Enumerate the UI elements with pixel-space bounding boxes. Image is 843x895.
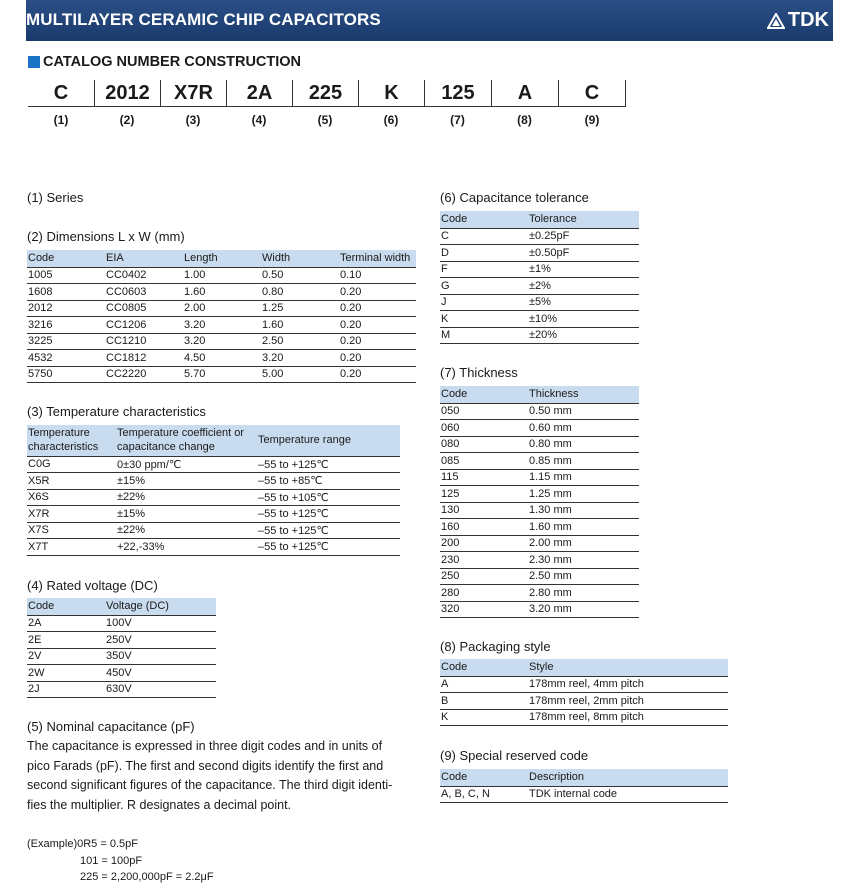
table-cell: X7R [27,506,116,523]
table-row [27,522,400,539]
table-cell: 3.20 mm [528,601,639,618]
table-cell: CC2220 [105,366,183,383]
description-line: pico Farads (pF). The first and second digits identify the first and [27,758,384,773]
table-header-row [440,211,639,228]
code-segment: 2012 [94,80,160,107]
table-row [27,489,400,506]
code-segment: K [358,80,424,107]
table-row [27,456,400,473]
table-row [27,648,216,665]
table-row [440,585,639,602]
table-cell: 100V [105,615,216,632]
temperature-title: (3) Temperature characteristics [27,404,206,419]
table-cell: CC0603 [105,284,183,301]
table-cell: 0.10 [339,267,416,284]
column-header: Temperature range [257,425,400,456]
table-cell: 115 [440,469,528,486]
table-cell: 0.20 [339,333,416,350]
voltage-table [27,598,216,698]
reserved-table [440,769,728,803]
table-cell: X5R [27,473,116,490]
table-row [27,615,216,632]
code-row [28,80,626,107]
table-cell: ±2% [528,278,639,295]
table-cell: 3216 [27,317,105,334]
table-cell: 178mm reel, 8mm pitch [528,709,728,726]
table-cell: CC1206 [105,317,183,334]
table-cell: 2V [27,648,105,665]
table-cell: 050 [440,403,528,420]
dimensions-title: (2) Dimensions L x W (mm) [27,229,185,244]
tolerance-title: (6) Capacitance tolerance [440,190,589,205]
code-index: (6) [383,113,399,127]
table-cell: 1.00 [183,267,261,284]
packaging-table [440,659,728,726]
table-cell: 130 [440,502,528,519]
table-cell: –55 to +125℃ [257,456,400,473]
table-cell: 2.00 mm [528,535,639,552]
table-cell: ±20% [528,327,639,344]
table-row [440,436,639,453]
temperature-table [27,425,400,556]
table-cell: 5.70 [183,366,261,383]
page-title: MULTILAYER CERAMIC CHIP CAPACITORS [26,10,381,29]
table-cell: 0.60 mm [528,420,639,437]
example-line: (Example)0R5 = 0.5pF [27,838,138,850]
capacitance-description [27,737,422,815]
column-header: Thickness [528,386,639,403]
table-cell: X7T [27,539,116,556]
table-cell: C [440,228,528,245]
table-cell: 125 [440,486,528,503]
table-row [440,228,639,245]
code-segment: C [53,82,69,104]
table-row [27,473,400,490]
code-index: (8) [517,113,532,127]
table-cell: 2.80 mm [528,585,639,602]
description-line: fies the multiplier. R designates a decimal point. [27,797,292,812]
table-cell: 230 [440,552,528,569]
code-segment: X7R [160,80,226,107]
column-header: Temperature coefficient or capacitance change [116,425,257,456]
table-cell: 0.20 [339,350,416,367]
catalog-number-construction [28,80,626,127]
table-cell: 085 [440,453,528,470]
table-cell: 5750 [27,366,105,383]
column-header: Code [440,659,528,676]
table-row [440,519,639,536]
table-cell: 0.20 [339,366,416,383]
table-cell: 160 [440,519,528,536]
code-index: (5) [317,113,333,127]
table-cell: 1.60 [183,284,261,301]
tolerance-table [440,211,639,344]
code-segment: C [558,80,626,107]
table-cell: 0.80 mm [528,436,639,453]
table-cell: 1.25 mm [528,486,639,503]
table-cell: –55 to +105℃ [257,489,400,506]
table-row [440,568,639,585]
capacitance-examples [27,836,214,886]
table-cell: ±5% [528,294,639,311]
table-header-row [440,386,639,403]
table-row [440,601,639,618]
table-row [27,632,216,649]
table-cell: –55 to +125℃ [257,522,400,539]
table-cell: 3225 [27,333,105,350]
table-cell: 0.50 mm [528,403,639,420]
table-row [440,294,639,311]
table-cell: 320 [440,601,528,618]
table-header-row [440,769,728,786]
table-cell: D [440,245,528,262]
table-cell: ±0.50pF [528,245,639,262]
table-cell: 0±30 ppm/℃ [116,456,257,473]
reserved-title: (9) Special reserved code [440,748,589,763]
column-header: Description [528,769,728,786]
table-header-row [27,250,416,267]
table-cell: 178mm reel, 2mm pitch [528,693,728,710]
packaging-title: (8) Packaging style [440,639,551,654]
table-row [27,506,400,523]
code-index: (2) [119,113,135,127]
code-index: (7) [450,113,465,127]
table-row [27,300,416,317]
table-row [440,552,639,569]
table-cell: K [440,709,528,726]
table-cell: X6S [27,489,116,506]
table-cell: ±10% [528,311,639,328]
table-row [440,403,639,420]
example-line: 101 = 100pF [80,854,143,867]
table-cell: 2J [27,681,105,698]
table-cell: 0.50 [261,267,339,284]
table-cell: 2012 [27,300,105,317]
capacitance-title: (5) Nominal capacitance (pF) [27,719,195,734]
table-row [27,681,216,698]
table-row [440,311,639,328]
table-cell: A, B, C, N [440,786,528,803]
code-segment: A [491,80,558,107]
table-cell: 1.30 mm [528,502,639,519]
table-cell: –55 to +125℃ [257,539,400,556]
section-heading [28,54,301,70]
table-cell: 178mm reel, 4mm pitch [528,676,728,693]
column-header: Code [27,598,105,615]
table-row [27,333,416,350]
section-marker-icon [28,56,40,68]
thickness-title: (7) Thickness [440,365,518,380]
thickness-table [440,386,639,618]
table-cell: 1.15 mm [528,469,639,486]
table-row [27,539,400,556]
description-line: second significant figures of the capacitance. The third digit identi- [27,778,393,792]
table-cell: CC1812 [105,350,183,367]
table-row [27,267,416,284]
table-cell: 0.20 [339,300,416,317]
table-cell: ±1% [528,261,639,278]
table-row [440,486,639,503]
table-row [440,453,639,470]
table-cell: 3.20 [183,317,261,334]
description-line: The capacitance is expressed in three digit codes and in units of [27,739,383,753]
code-index: (4) [251,113,267,127]
table-row [440,278,639,295]
table-cell: 1.60 mm [528,519,639,536]
table-cell: ±22% [116,489,257,506]
column-header: Temperature characteristics [27,425,116,456]
column-header: Code [440,769,528,786]
table-row [440,245,639,262]
table-cell: 280 [440,585,528,602]
table-cell: 350V [105,648,216,665]
table-cell: 5.00 [261,366,339,383]
table-header-row [440,659,728,676]
code-index: (9) [584,113,600,127]
table-cell: ±15% [116,506,257,523]
table-cell: 200 [440,535,528,552]
table-row [440,693,728,710]
table-cell: 2.50 [261,333,339,350]
table-header-row [27,425,400,456]
code-index: (3) [185,113,201,127]
table-cell: 0.20 [339,317,416,334]
column-header: Code [27,250,105,267]
example-line: 225 = 2,200,000pF = 2.2μF [80,871,214,883]
table-cell: TDK internal code [528,786,728,803]
table-row [440,327,639,344]
table-row [440,469,639,486]
table-row [440,709,728,726]
table-cell: B [440,693,528,710]
table-cell: 2E [27,632,105,649]
table-cell: ±15% [116,473,257,490]
table-cell: 1.25 [261,300,339,317]
table-row [27,665,216,682]
table-cell: 060 [440,420,528,437]
table-cell: 4.50 [183,350,261,367]
table-cell: 2W [27,665,105,682]
table-cell: 3.20 [261,350,339,367]
table-cell: 4532 [27,350,105,367]
table-cell: 450V [105,665,216,682]
table-header-row [27,598,216,615]
table-cell: M [440,327,528,344]
column-header: Tolerance [528,211,639,228]
table-cell: 080 [440,436,528,453]
code-segment: 225 [292,80,358,107]
table-cell: 0.20 [339,284,416,301]
tdk-symbol-icon [767,13,785,29]
table-cell: 250 [440,568,528,585]
column-header: Style [528,659,728,676]
code-segment: 125 [424,80,491,107]
table-cell: 2A [27,615,105,632]
index-row [28,113,626,127]
table-cell: ±0.25pF [528,228,639,245]
table-cell: CC0402 [105,267,183,284]
table-cell: ±22% [116,522,257,539]
table-row [440,676,728,693]
table-cell: J [440,294,528,311]
tdk-logo [767,9,829,32]
table-cell: 3.20 [183,333,261,350]
table-cell: –55 to +85℃ [257,473,400,490]
series-title: (1) Series [27,190,84,205]
tdk-logo-text: TDK [787,9,829,31]
table-cell: 2.50 mm [528,568,639,585]
table-cell: A [440,676,528,693]
table-cell: 1608 [27,284,105,301]
column-header: Terminal width [339,250,416,267]
table-cell: 2.30 mm [528,552,639,569]
column-header: EIA [105,250,183,267]
table-row [440,502,639,519]
table-cell: CC0805 [105,300,183,317]
table-row [27,317,416,334]
column-header: Voltage (DC) [105,598,216,615]
table-cell: C0G [27,456,116,473]
table-cell: 0.85 mm [528,453,639,470]
code-index: (1) [53,113,69,127]
table-cell: +22,-33% [116,539,257,556]
table-cell: 2.00 [183,300,261,317]
table-row [440,420,639,437]
voltage-title: (4) Rated voltage (DC) [27,578,158,593]
table-cell: K [440,311,528,328]
table-row [27,350,416,367]
table-row [440,261,639,278]
code-segment: 2A [226,80,292,107]
table-cell: X7S [27,522,116,539]
table-cell: F [440,261,528,278]
dimensions-table [27,250,416,383]
table-cell: G [440,278,528,295]
section-title: CATALOG NUMBER CONSTRUCTION [43,54,302,70]
table-row [440,786,728,803]
column-header: Code [440,386,528,403]
table-row [440,535,639,552]
table-cell: 0.80 [261,284,339,301]
table-cell: 250V [105,632,216,649]
column-header: Code [440,211,528,228]
table-cell: 630V [105,681,216,698]
table-cell: 1.60 [261,317,339,334]
column-header: Length [183,250,261,267]
table-cell: CC1210 [105,333,183,350]
table-cell: 1005 [27,267,105,284]
table-row [27,366,416,383]
table-row [27,284,416,301]
table-cell: –55 to +125℃ [257,506,400,523]
column-header: Width [261,250,339,267]
